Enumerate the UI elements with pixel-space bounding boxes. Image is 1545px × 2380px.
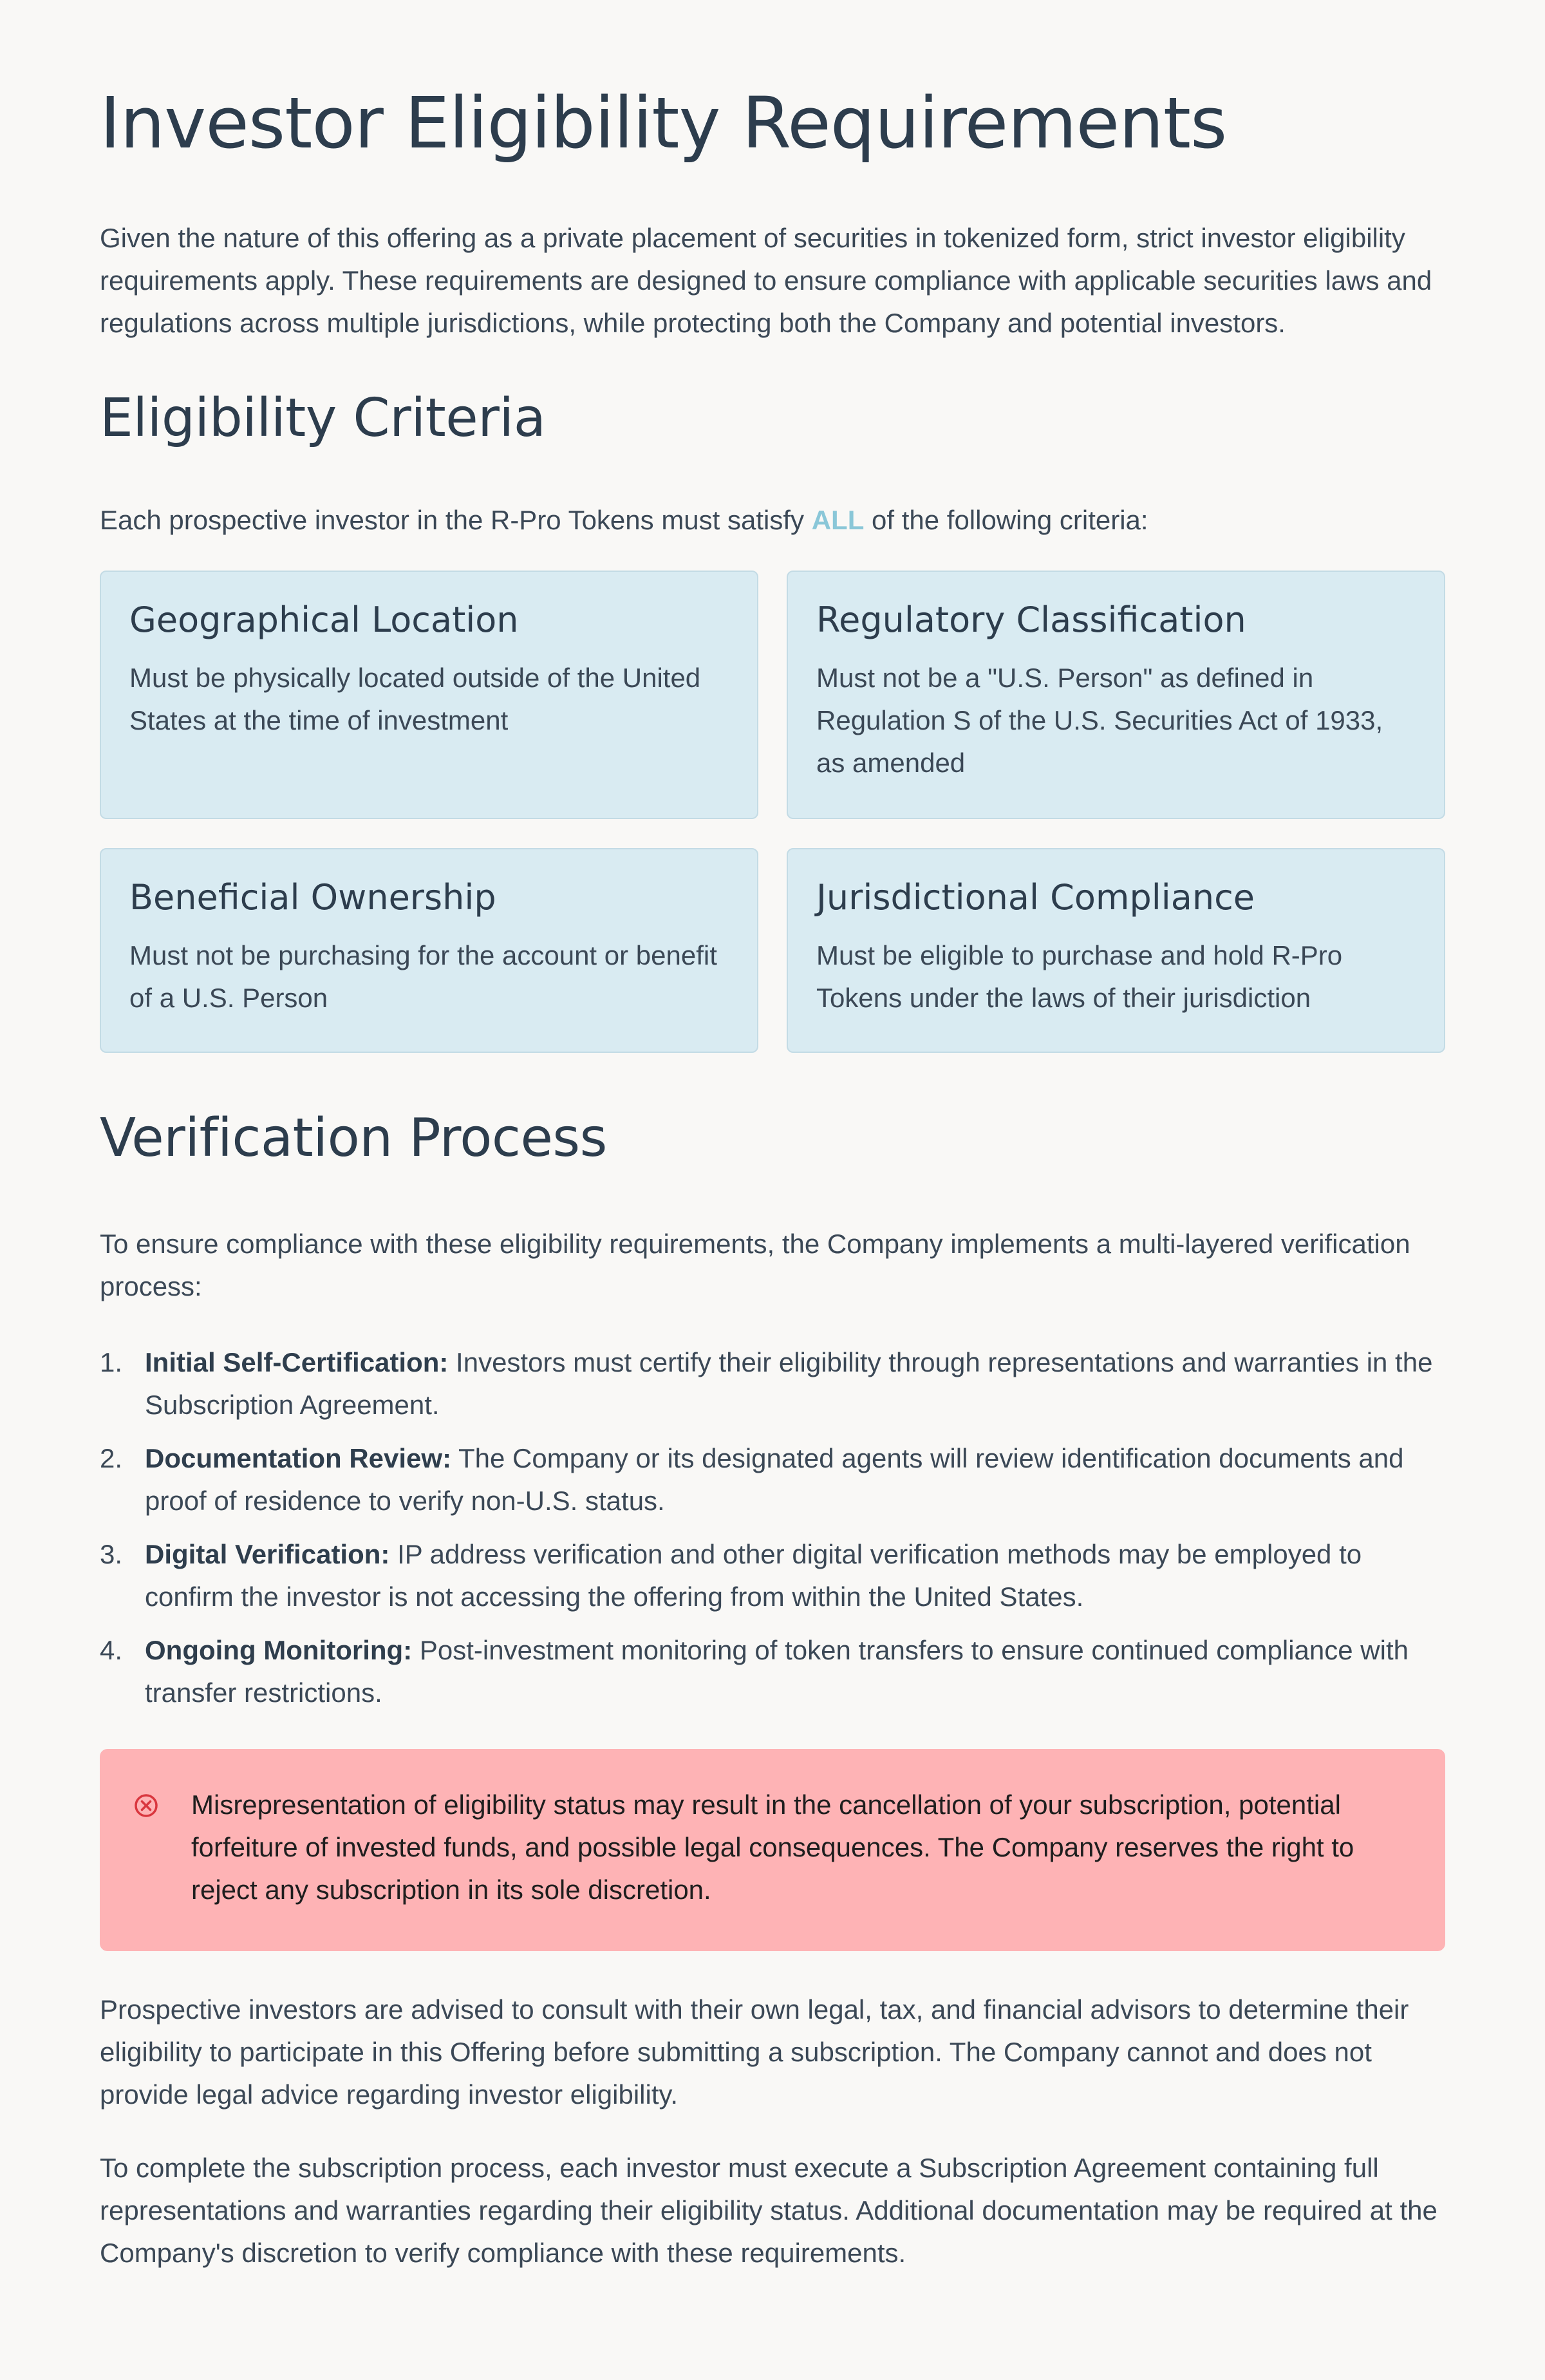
criteria-lead-paragraph xyxy=(100,499,1445,542)
verification-process-heading: Verification Process xyxy=(100,1108,607,1169)
verification-lead-paragraph: To ensure compliance with these eligibility requirements, the Company implements a multi-layered verification process: xyxy=(100,1229,1410,1301)
warning-text: Misrepresentation of eligibility status may result in the cancellation of your subscription, potential forfeiture of invested funds, and possible legal consequences. The Company reserves the right to reject any subscription in its sole discretion. xyxy=(191,1790,1354,1905)
step-label: Ongoing Monitoring: xyxy=(145,1635,413,1665)
criteria-card-text: Must not be a "U.S. Person" as defined in Regulation S of the U.S. Securities Act of 1933, as amended xyxy=(816,663,1383,778)
criteria-card-title: Beneficial Ownership xyxy=(129,877,496,918)
criteria-card-geographical-location xyxy=(100,571,758,819)
verification-steps-list xyxy=(100,1341,1445,1714)
criteria-grid xyxy=(100,571,1445,1053)
criteria-card-title: Jurisdictional Compliance xyxy=(816,877,1255,918)
step-text: Post-investment monitoring of token transfers to ensure continued compliance with transfer restrictions. xyxy=(145,1635,1409,1708)
step-label: Documentation Review: xyxy=(145,1443,452,1473)
criteria-card-jurisdictional-compliance xyxy=(787,848,1445,1053)
criteria-lead-start: Each prospective investor in the R-Pro Tokens must satisfy xyxy=(100,505,812,535)
criteria-card-text: Must be eligible to purchase and hold R-Pro Tokens under the laws of their jurisdiction xyxy=(816,940,1343,1013)
step-label: Digital Verification: xyxy=(145,1539,390,1569)
criteria-card-regulatory-classification xyxy=(787,571,1445,819)
criteria-card-text: Must not be purchasing for the account or benefit of a U.S. Person xyxy=(129,940,717,1013)
criteria-all-highlight: ALL xyxy=(811,505,865,535)
criteria-card-text: Must be physically located outside of the United States at the time of investment xyxy=(129,663,701,735)
criteria-card-title: Regulatory Classification xyxy=(816,600,1246,640)
subscription-paragraph: To complete the subscription process, each investor must execute a Subscription Agreement containing full representations and warranties regarding their eligibility status. Additional documentation may be required at the Company's discretion to verify compliance with these requirements. xyxy=(100,2153,1437,2268)
list-item xyxy=(100,1533,1445,1618)
step-label: Initial Self-Certification: xyxy=(145,1347,449,1377)
warning-alert xyxy=(100,1749,1445,1951)
step-text: The Company or its designated agents will review identification documents and proof of residence to verify non-U.S. status. xyxy=(145,1443,1404,1516)
list-item xyxy=(100,1341,1445,1426)
circle-x-icon xyxy=(133,1793,159,1818)
criteria-lead-end: of the following criteria: xyxy=(864,505,1148,535)
intro-paragraph: Given the nature of this offering as a private placement of securities in tokenized form, strict investor eligibility requirements apply. These requirements are designed to ensure compliance with applicable securities laws and regulations across multiple jurisdictions, while protecting both the Company and potential investors. xyxy=(100,223,1432,338)
list-item xyxy=(100,1629,1445,1714)
step-text: Investors must certify their eligibility through representations and warranties in the Subscription Agreement. xyxy=(145,1347,1433,1420)
list-item xyxy=(100,1437,1445,1522)
step-number: 3. xyxy=(100,1539,123,1569)
page-title: Investor Eligibility Requirements xyxy=(100,82,1227,164)
eligibility-criteria-heading: Eligibility Criteria xyxy=(100,388,546,449)
criteria-card-beneficial-ownership xyxy=(100,848,758,1053)
step-number: 2. xyxy=(100,1443,123,1473)
step-text: IP address verification and other digital verification methods may be employed to confirm the investor is not accessing the offering from within the United States. xyxy=(145,1539,1362,1612)
criteria-card-title: Geographical Location xyxy=(129,600,519,640)
advisor-paragraph: Prospective investors are advised to consult with their own legal, tax, and financial advisors to determine their eligibility to participate in this Offering before submitting a subscription. The Company cannot and does not provide legal advice regarding investor eligibility. xyxy=(100,1994,1409,2110)
step-number: 4. xyxy=(100,1635,123,1665)
step-number: 1. xyxy=(100,1347,123,1377)
